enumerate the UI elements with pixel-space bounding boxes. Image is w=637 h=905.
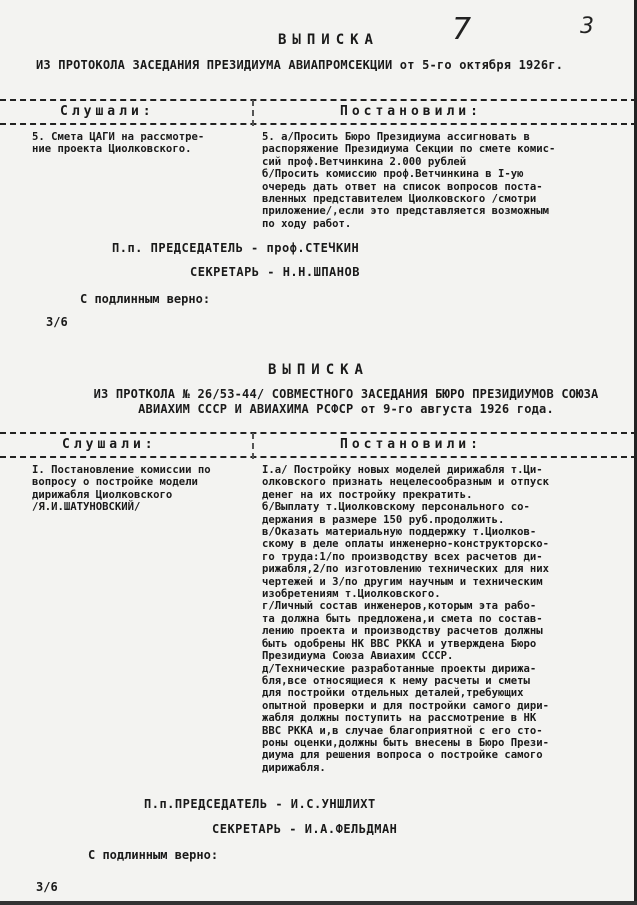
extract2-subtitle: ИЗ ПРОТКОЛА № 26/53-44/ СОВМЕСТНОГО ЗАСЕДАНИЯ БЮРО ПРЕЗИДИУМОВ СОЮЗА АВИАХИМ СССР И АВИАХИМА РСФСР от 9-го августа 1926 года. (93, 387, 599, 416)
handwritten-number-2: 3 (580, 14, 594, 39)
extract2-top-rule (0, 432, 637, 434)
extract2-title: ВЫПИСКА (267, 362, 369, 378)
extract1-heard-text: 5. Смета ЦАГИ на рассмотре- ние проекта Циолковского. (32, 131, 205, 156)
handwritten-number-1: 7 (452, 12, 472, 47)
extract2-col-heard: Слушали: (62, 437, 157, 452)
extract2-chairman: П.п.ПРЕДСЕДАТЕЛЬ - И.С.УНШЛИХТ (144, 797, 376, 811)
extract1-col-resolved: Постановили: (340, 104, 482, 119)
extract1-column-divider (252, 100, 254, 126)
extract1-page-ref: 3/6 (46, 315, 68, 329)
extract1-header-rule (0, 123, 637, 125)
extract2-certified: С подлинным верно: (88, 848, 219, 862)
extract1-top-rule (0, 99, 637, 101)
extract1-secretary: СЕКРЕТАРЬ - Н.Н.ШПАНОВ (190, 265, 360, 279)
extract1-subtitle: ИЗ ПРОТОКОЛА ЗАСЕДАНИЯ ПРЕЗИДИУМА АВИАПРОМСЕКЦИИ от 5-го октября 1926г. (36, 58, 564, 72)
extract2-secretary: СЕКРЕТАРЬ - И.А.ФЕЛЬДМАН (212, 822, 398, 836)
scan-edge-bottom (0, 901, 637, 905)
extract1-title: ВЫПИСКА (277, 32, 379, 48)
extract1-resolved-text: 5. а/Просить Бюро Президиума ассигновать в распоряжение Президиума Секции по смете комис- сий проф.Ветчинкина 2.000 рублей б/Просить комиссию проф.Ветчинкина в I-ую очередь дать ответ на список вопросов поста- вленных представителем Циолковского /смотри приложение/,если это представляется возможным по ходу работ. (262, 131, 556, 230)
extract2-col-resolved: Постановили: (340, 437, 482, 452)
extract2-column-divider (252, 433, 254, 459)
extract2-page-ref: 3/6 (36, 880, 58, 894)
extract1-chairman: П.п. ПРЕДСЕДАТЕЛЬ - проф.СТЕЧКИН (112, 241, 360, 255)
extract2-resolved-text: I.а/ Постройку новых моделей дирижабля т.Ци- олковского признать нецелесообразным и отпуск денег на их постройку прекратить. б/Выплату т.Циолковскому персонального со- держания в размере 150 руб.продолжить. в/Оказать материальную поддержку т.Циолков- скому в деле оплаты инженерно-конструкторско- го труда:1/по производству всех расчетов ди- рижабля,2/по изготовлению технических для них чертежей и 3/по другим научным и техническим изобретениям т.Циолковского. г/Личный состав инженеров,которым эта рабо- та должна быть предложена,и смета по состав- лению проекта и производству расчетов должны быть одобрены НК ВВС РККА и утверждена Бюро Президиума Союза Авиахим СССР. д/Технические разработанные проекты дирижа- бля,все относящиеся к нему расчеты и сметы для постройки отдельных деталей,требующих опытной проверки и для постройки самого дири- жабля должны поступить на рассмотрение в НК ВВС РККА и,в случае благоприятной с его сто- роны оценки,должны быть внесены в Бюро Прези- диума для решения вопроса о постройке самого дирижабля. (262, 464, 550, 774)
extract2-header-rule (0, 456, 637, 458)
extract1-certified: С подлинным верно: (80, 292, 211, 306)
extract2-heard-text: I. Постановление комиссии по вопросу о постройке модели дирижабля Циолковского /Я.И.ШАТУНОВСКИЙ/ (32, 464, 211, 514)
extract1-col-heard: Слушали: (60, 104, 155, 119)
